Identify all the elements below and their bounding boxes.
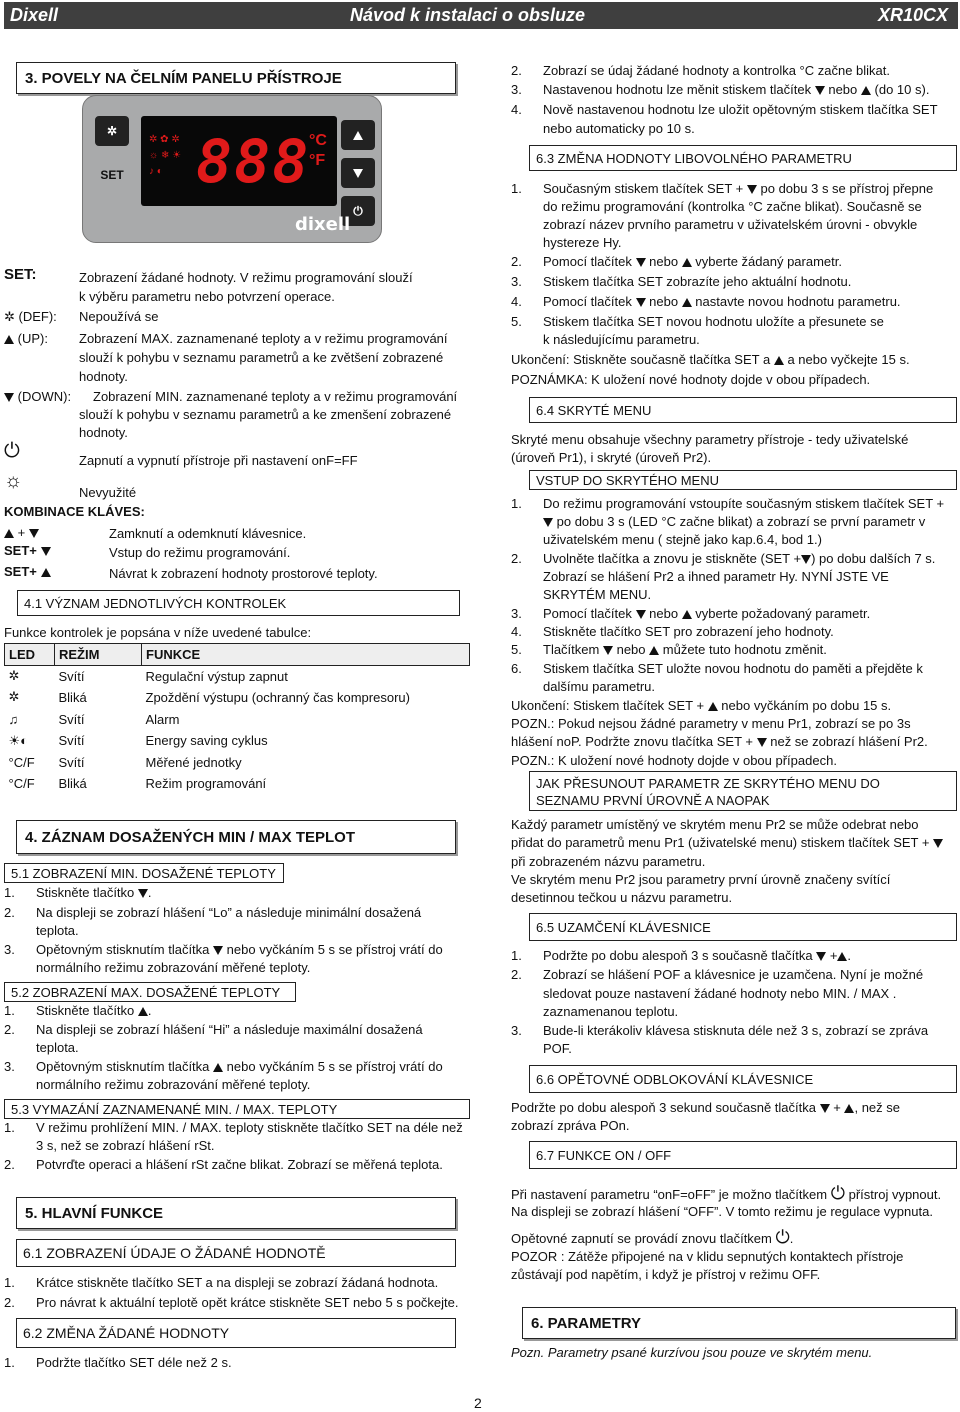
down-key-icon	[341, 158, 375, 188]
r-top-4b: nebo automaticky po 10 s.	[543, 121, 695, 136]
hidden-end-4: POZN.: K uložení nové hodnoty dojde v obou případech.	[511, 753, 837, 768]
section-6-4-title: 6.4 SKRYTÉ MENU	[529, 397, 957, 423]
down-key-label: (DOWN):	[4, 388, 71, 406]
led-table: LED REŽIM FUNKCE ✲ Svítí Regulační výstup zapnut ✲ Bliká Zpoždění výstupu (ochranný čas kompresoru) ♫ Svítí Alarm ☀◐ Svítí Energy saving cyklus °C/F Svítí Měřené jednotky °C/F Bliká Režim programování	[4, 643, 470, 795]
section-5-3-title: 5.3 VYMAZÁNÍ ZAZNAMENANÉ MIN. / MAX. TEPLOTY	[4, 1099, 470, 1119]
s64-text-1: Skryté menu obsahuje všechny parametry přístroje - tedy uživatelské	[511, 432, 909, 447]
hidden-item-1c: uživatelském menu ( stejně jako kap.6.4, bod 1.)	[543, 532, 822, 547]
s65-item-2c: zaznamenanou teplotu.	[543, 1004, 679, 1019]
hidden-end-3: hlášení noP. Podržte znovu tlačítka SET + než se zobrazí hlášení Pr2.	[511, 734, 928, 749]
hidden-item-6b: dalšímu parametru.	[543, 679, 655, 694]
hidden-item-1b: po dobu 3 s (LED °C začne blikat) a zobrazí se první parametr v	[543, 513, 925, 531]
page-header	[4, 2, 958, 29]
power-icon: ⏻	[830, 1183, 845, 1203]
power-desc: Zapnutí a vypnutí přístroje při nastavení onF=FF	[79, 453, 358, 468]
down-arrow-icon	[41, 547, 51, 556]
def-icon: ✲	[95, 116, 129, 146]
s53-item-1b: 3 s, než se zobrazí hlášení rSt.	[36, 1138, 215, 1153]
move-text-1: Každý parametr umístěný ve skrytém menu Pr2 se může odebrat nebo	[511, 817, 919, 832]
s51-item-2b: teplota.	[36, 923, 79, 938]
s64-text-2: (úroveň Pr1), i skryté (úroveň Pr2).	[511, 450, 712, 465]
dixell-logo: dixell	[295, 214, 351, 235]
table-row: ✲ Bliká Zpoždění výstupu (ochranný čas kompresoru)	[5, 687, 470, 709]
set-key: SET	[100, 168, 124, 182]
move-text-5: desetinnou tečkou u názvu parametru.	[511, 890, 733, 905]
s63-item-5b: k následujícímu parametru.	[543, 332, 700, 347]
combo-exit-keys: SET+	[4, 563, 51, 581]
s52-item-3b: normálního režimu zobrazování měřené teploty.	[36, 1077, 311, 1092]
snowflake-icon: ✲	[8, 668, 20, 684]
section-5-1-title: 5.1 ZOBRAZENÍ MIN. DOSAŽENÉ TEPLOTY	[4, 863, 284, 883]
unit-f: °F	[309, 152, 326, 169]
s63-item-1b: do režimu programování (kontrolka °C začne blikat). Současně se	[543, 199, 922, 214]
hidden-item-2b: Zobrazí se hlášení Pr2 a ihned parametr Hy. NYNÍ JSTE VE	[543, 569, 889, 584]
hidden-menu-title: VSTUP DO SKRYTÉHO MENU	[529, 470, 957, 490]
section-5-title: 5. HLAVNÍ FUNKCE	[16, 1197, 456, 1229]
combo-prog-desc: Vstup do režimu programování.	[109, 545, 291, 560]
up-arrow-icon	[41, 568, 51, 577]
combo-lock-keys: +	[4, 524, 39, 542]
move-text-4: Ve skrytém menu Pr2 jsou parametry první úrovně značeny svítící	[511, 872, 891, 887]
up-arrow-icon	[4, 529, 14, 538]
combo-prog-keys: SET+	[4, 542, 51, 560]
s67-text-3: Opětovné zapnutí se provádí znovu tlačítkem ⏻.	[511, 1227, 794, 1247]
model: XR10CX	[877, 5, 948, 25]
down-desc-1: Zobrazení MIN. zaznamenané teploty a v režimu programování	[93, 389, 458, 404]
section-6-2-title: 6.2 ZMĚNA ŽÁDANÉ HODNOTY	[16, 1318, 456, 1348]
snowflake-icon: ✲	[8, 689, 20, 705]
snowflake-icon: ✲	[4, 309, 19, 324]
set-desc-2: k výběru parametru nebo potvrzení operace.	[79, 289, 335, 304]
down-arrow-icon	[29, 529, 39, 538]
section-6-6-title: 6.6 OPĚTOVNÉ ODBLOKOVÁNÍ KLÁVESNICE	[529, 1065, 957, 1093]
led-indicators: ✲ ✿ ✲ ☼ ❄ ☀ ♪ ◐	[149, 134, 182, 177]
display-screen	[141, 116, 337, 206]
power-icon: ⏻	[775, 1227, 790, 1247]
section-5-2-title: 5.2 ZOBRAZENÍ MAX. DOSAŽENÉ TEPLOTY	[4, 982, 296, 1002]
unit-c: °C	[309, 132, 327, 149]
s65-item-3b: POF.	[543, 1041, 572, 1056]
s63-item-1d: hystereze Hy.	[543, 235, 622, 250]
table-row: °C/F Bliká Režim programování	[8, 776, 267, 792]
s52-item-2b: teplota.	[36, 1040, 79, 1055]
page-number: 2	[474, 1395, 482, 1411]
section-6-7-title: 6.7 FUNKCE ON / OFF	[529, 1141, 957, 1169]
section-4-title: 4. ZÁZNAM DOSAŽENÝCH MIN / MAX TEPLOT	[16, 820, 456, 854]
light-icon: ☼	[4, 470, 23, 492]
display-digits: 888	[196, 127, 311, 197]
led-intro: Funkce kontrolek je popsána v níže uvedené tabulce:	[4, 625, 312, 640]
up-desc-1: Zobrazení MAX. zaznamenané teploty a v režimu programování	[79, 331, 448, 346]
section-3-title: 3. POVELY NA ČELNÍM PANELU PŘÍSTROJE	[16, 62, 456, 94]
up-arrow-icon	[4, 335, 14, 344]
hidden-item-2c: SKRYTÉM MENU.	[543, 587, 652, 602]
def-desc: Nepoužívá se	[79, 309, 159, 324]
set-desc-1: Zobrazení žádané hodnoty. V režimu programování slouží	[79, 270, 413, 285]
alarm-icon: ♫	[8, 711, 19, 727]
section-6-5-title: 6.5 UZAMČENÍ KLÁVESNICE	[529, 913, 957, 941]
s63-item-1c: zobrazí název prvního parametru v uživatelském úrovni - obvykle	[543, 217, 918, 232]
s65-item-2b: sledovat pouze nastavení žádané hodnoty nebo MIN. / MAX .	[543, 986, 897, 1001]
section-4-1-title: 4.1 VÝZNAM JEDNOTLIVÝCH KONTROLEK	[17, 590, 460, 616]
hidden-end-2: POZN.: Pokud nejsou žádné parametry v menu Pr1, zobrazí se po 3s	[511, 716, 911, 731]
combo-title: KOMBINACE KLÁVES:	[4, 504, 145, 519]
table-row: °C/F Svítí Měřené jednotky	[8, 754, 242, 770]
table-row: ♫ Svítí Alarm	[5, 708, 470, 730]
s67-text-4: POZOR : Zátěže připojené na v klidu sepnutých kontaktech přístroje	[511, 1249, 904, 1264]
power-icon: ⏻	[4, 440, 20, 462]
set-key-label: SET:	[4, 266, 37, 283]
parameters-note: Pozn. Parametry psané kurzívou jsou pouze ve skrytém menu.	[511, 1345, 873, 1360]
down-arrow-icon	[4, 393, 14, 402]
s66-text-2: zobrazí zpráva POn.	[511, 1118, 630, 1133]
move-text-3: při zobrazeném názvu parametru.	[511, 854, 706, 869]
down-desc-2: slouží k pohybu v seznamu parametrů a ke zmenšení zobrazené	[79, 407, 452, 422]
section-6-1-title: 6.1 ZOBRAZENÍ ÚDAJE O ŽÁDANÉ HODNOTĚ	[16, 1239, 456, 1267]
move-text-2: přidat do parametrů menu Pr1 (uživatelské menu) stiskem tlačítek SET +	[511, 834, 943, 852]
section-6-title: 6. PARAMETRY	[522, 1307, 956, 1339]
brand: Dixell	[10, 5, 59, 25]
def-key-label: ✲ (DEF):	[4, 309, 57, 324]
hidden-end-1: Ukončení: Stiskem tlačítek SET + nebo vyčkáním po dobu 15 s.	[511, 698, 892, 713]
move-param-title: JAK PŘESUNOUT PARAMETR ZE SKRYTÉHO MENU DO SEZNAMU PRVNÍ ÚROVNĚ A NAOPAK	[529, 771, 957, 811]
combo-exit-desc: Návrat k zobrazení hodnoty prostorové teploty.	[109, 566, 378, 581]
s63-end-2: POZNÁMKA: K uložení nové hodnoty dojde v obou případech.	[511, 372, 871, 387]
power-key-icon: ⏻	[341, 196, 375, 226]
up-desc-2: slouží k pohybu v seznamu parametrů a ke zvětšení zobrazené	[79, 350, 444, 365]
s67-text-5: zůstávají pod napětím, i když je přístroj v režimu OFF.	[511, 1267, 821, 1282]
device-panel-illustration	[82, 95, 382, 243]
light-desc: Nevyužité	[79, 485, 137, 500]
table-row: ✲ Svítí Regulační výstup zapnut	[5, 665, 470, 687]
energy-saving-icon: ☀◐	[8, 732, 29, 748]
s67-text-2: Na displeji se zobrazí hlášení “OFF”. V tomto režimu je regulace vypnuta.	[511, 1204, 933, 1219]
s67-text-1: Při nastavení parametru “onF=oFF” je možno tlačítkem ⏻ přístroj vypnout.	[511, 1183, 942, 1203]
s63-end-1: Ukončení: Stiskněte současně tlačítka SET a a nebo vyčkejte 15 s.	[511, 352, 910, 367]
combo-lock-desc: Zamknutí a odemknutí klávesnice.	[109, 526, 307, 541]
section-6-3-title: 6.3 ZMĚNA HODNOTY LIBOVOLNÉHO PARAMETRU	[529, 145, 957, 171]
up-key-label: (UP):	[4, 330, 48, 348]
table-row: ☀◐ Svítí Energy saving cyklus	[5, 730, 470, 752]
doc-title: Návod k instalaci o obsluze	[350, 5, 586, 25]
s51-item-3b: normálního režimu zobrazování měřené teploty.	[36, 960, 311, 975]
s66-text-1: Podržte po dobu alespoň 3 sekund současně tlačítka + , než se	[511, 1100, 900, 1115]
up-desc-3: hodnoty.	[79, 369, 128, 384]
up-key-icon	[341, 120, 375, 150]
down-desc-3: hodnoty.	[79, 425, 128, 440]
